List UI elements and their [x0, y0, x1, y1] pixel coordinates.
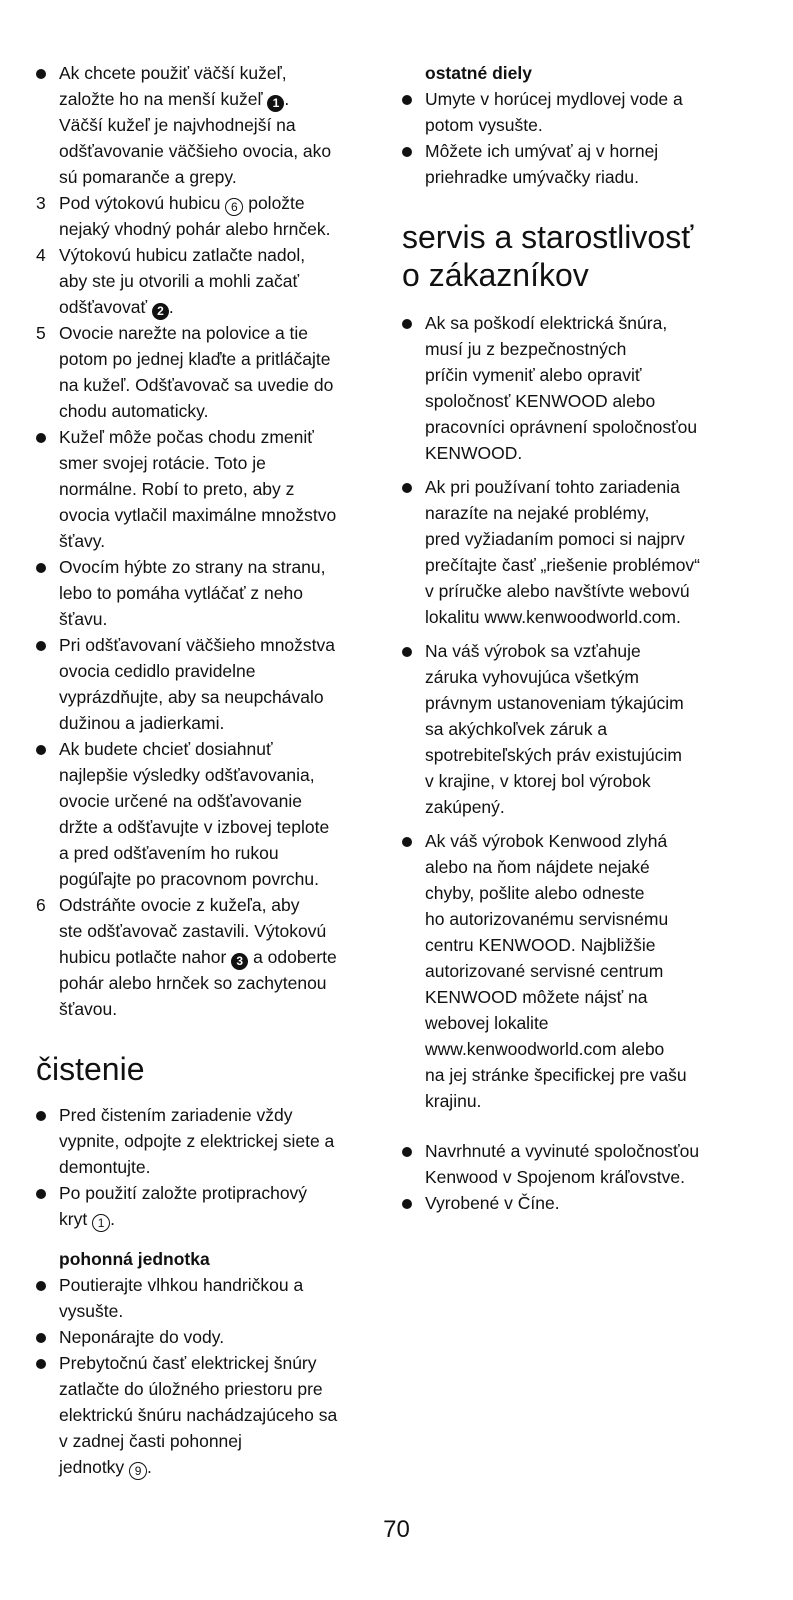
figure-reference-icon: 6	[225, 198, 243, 216]
item-text: Navrhnuté a vyvinuté spoločnosťou Kenwood v Spojenom kráľovstve.	[425, 1141, 700, 1187]
bullet-marker	[402, 828, 412, 854]
step-number: 4	[36, 245, 46, 265]
bullet-marker	[36, 1272, 46, 1298]
item-text-continued: položte nejaký vhodný pohár alebo hrnček.	[59, 193, 331, 239]
list-item	[36, 1272, 381, 1324]
bullet-marker	[402, 310, 412, 336]
item-text: Pred čistením zariadenie vždy vypnite, odpojte z elektrickej siete a demontujte.	[59, 1105, 335, 1177]
bullet-marker	[402, 1138, 412, 1164]
page-number: 70	[383, 1516, 410, 1543]
bullet-icon	[36, 563, 46, 573]
bullet-icon	[402, 95, 412, 105]
bullet-marker	[402, 638, 412, 664]
list-item	[36, 320, 381, 424]
list-item	[402, 1190, 747, 1216]
bullet-icon	[36, 745, 46, 755]
bullet-icon	[36, 433, 46, 443]
item-text: Ak budete chcieť dosiahnuť najlepšie výsledky odšťavovania, ovocie určené na odšťavovanie držte a odšťavujte v izbovej teplote a pred odšťavením ho rukou pogúľajte po pracovnom povrchu.	[59, 739, 330, 889]
item-text: Umyte v horúcej mydlovej vode a potom vysušte.	[425, 89, 683, 135]
item-text-continued: .	[168, 297, 174, 317]
step-number: 3	[36, 193, 46, 213]
bullet-icon	[402, 1199, 412, 1209]
bullet-marker	[36, 1350, 46, 1376]
bullet-icon	[402, 647, 412, 657]
bullet-icon	[36, 1359, 46, 1369]
figure-reference-icon: 9	[129, 1462, 147, 1480]
bullet-marker	[36, 554, 46, 580]
item-text: Ovocím hýbte zo strany na stranu, lebo to pomáha vytláčať z neho šťavu.	[59, 557, 326, 629]
service-heading: servis a starostlivosť o zákazníkov	[402, 219, 694, 293]
bullet-marker	[36, 1102, 46, 1128]
list-item	[36, 60, 381, 190]
item-text: Na váš výrobok sa vzťahuje záruka vyhovujúca všetkým právnym ustanoveniam týkajúcim sa akýchkoľvek záruk a spotrebiteľských práv existujúcim v krajine, v ktorej bol výrobok zakúpený.	[425, 641, 684, 817]
cleaning-heading: čistenie	[36, 1051, 145, 1087]
step-number: 6	[36, 895, 46, 915]
list-item	[36, 554, 381, 632]
list-item	[36, 892, 381, 1022]
bullet-icon	[402, 1147, 412, 1157]
bullet-marker	[36, 632, 46, 658]
step-number: 5	[36, 323, 46, 343]
cleaning-intro-list	[36, 1102, 381, 1232]
list-item	[402, 638, 747, 820]
list-item	[36, 242, 381, 320]
item-text-continued: . Väčší kužeľ je najvhodnejší na odšťavovanie väčšieho ovocia, ako sú pomaranče a grepy.	[59, 89, 332, 187]
instruction-steps	[36, 60, 381, 1022]
list-item	[402, 138, 747, 190]
bullet-marker	[402, 1190, 412, 1216]
bullet-marker	[36, 1180, 46, 1206]
list-item	[402, 474, 747, 630]
bullet-marker	[36, 1324, 46, 1350]
item-text: Odstráňte ovocie z kužeľa, aby ste odšťavovač zastavili. Výtokovú hubicu potlačte nahor	[59, 895, 327, 967]
bullet-marker	[36, 60, 46, 86]
list-item	[36, 190, 381, 242]
item-text: Ak chcete použiť väčší kužeľ, založte ho na menší kužeľ	[59, 63, 287, 109]
bullet-marker	[36, 424, 46, 450]
bullet-marker	[402, 86, 412, 112]
list-item	[36, 424, 381, 554]
list-item	[36, 1350, 381, 1480]
item-text: Poutierajte vlhkou handričkou a vysušte.	[59, 1275, 304, 1321]
figure-reference-icon: 3	[231, 953, 248, 970]
list-item	[402, 1138, 747, 1190]
item-text-continued: .	[147, 1457, 152, 1477]
list-item	[402, 86, 747, 138]
left-column	[36, 60, 381, 1480]
item-text: Pri odšťavovaní väčšieho množstva ovocia cedidlo pravidelne vyprázdňujte, aby sa neupchávalo dužinou a jadierkami.	[59, 635, 336, 733]
item-text-continued: a odoberte pohár alebo hrnček so zachytenou šťavou.	[59, 947, 337, 1019]
other-parts-subheading: ostatné diely	[425, 63, 532, 83]
list-item	[402, 828, 747, 1114]
item-text: Vyrobené v Číne.	[425, 1193, 560, 1213]
list-item	[402, 310, 747, 466]
bullet-icon	[402, 319, 412, 329]
bullet-marker	[36, 736, 46, 762]
right-column	[402, 60, 747, 1216]
item-text: Prebytočnú časť elektrickej šnúry zatlačte do úložného priestoru pre elektrickú šnúru nachádzajúceho sa v zadnej časti pohonnej jednotky	[59, 1353, 338, 1477]
bullet-icon	[402, 483, 412, 493]
list-item	[36, 632, 381, 736]
bullet-marker	[402, 138, 412, 164]
bullet-icon	[36, 69, 46, 79]
bullet-icon	[36, 1111, 46, 1121]
figure-reference-icon: 1	[267, 95, 284, 112]
bullet-icon	[36, 1333, 46, 1343]
item-text: Kužeľ môže počas chodu zmeniť smer svojej rotácie. Toto je normálne. Robí to preto, aby z ovocia vytlačil maximálne množstvo šťavy.	[59, 427, 337, 551]
power-unit-list	[36, 1272, 381, 1480]
item-text: Ak váš výrobok Kenwood zlyhá alebo na ňom nájdete nejaké chyby, pošlite alebo odneste ho autorizovanému servisnému centru KENWOOD. Najbližšie autorizované servisné centrum KENWOOD môžete nájsť na webovej lokalite www.kenwoodworld.com alebo na jej stránke špecifickej pre vašu krajinu.	[425, 831, 687, 1111]
figure-reference-icon: 1	[92, 1214, 110, 1232]
item-text: Môžete ich umývať aj v hornej priehradke umývačky riadu.	[425, 141, 659, 187]
footer-notes-list	[402, 1138, 747, 1216]
list-item	[36, 1180, 381, 1232]
power-unit-subheading: pohonná jednotka	[59, 1249, 210, 1269]
bullet-icon	[36, 1281, 46, 1291]
item-text: Ak sa poškodí elektrická šnúra, musí ju z bezpečnostných príčin vymeniť alebo opraviť spoločnosť KENWOOD alebo pracovníci oprávnení spoločnosťou KENWOOD.	[425, 313, 698, 463]
item-text-continued: .	[110, 1209, 115, 1229]
bullet-icon	[36, 641, 46, 651]
bullet-marker	[402, 474, 412, 500]
bullet-icon	[36, 1189, 46, 1199]
item-text: Neponárajte do vody.	[59, 1327, 225, 1347]
bullet-icon	[402, 147, 412, 157]
service-list	[402, 310, 747, 1114]
list-item	[36, 736, 381, 892]
other-parts-list	[402, 86, 747, 190]
list-item	[36, 1102, 381, 1180]
list-item	[36, 1324, 381, 1350]
item-text: Pod výtokovú hubicu	[59, 193, 226, 213]
item-text: Ak pri používaní tohto zariadenia narazíte na nejaké problémy, pred vyžiadaním pomoci si najprv prečítajte časť „riešenie problémov“ v príručke alebo navštívte webovú lokalitu www.kenwoodworld.com.	[425, 477, 701, 627]
item-text: Výtokovú hubicu zatlačte nadol, aby ste ju otvorili a mohli začať odšťavovať	[59, 245, 306, 317]
item-text: Ovocie narežte na polovice a tie potom po jednej klaďte a pritláčajte na kužeľ. Odšťavovač sa uvedie do chodu automaticky.	[59, 323, 334, 421]
item-text: Po použití založte protiprachový kryt	[59, 1183, 308, 1229]
figure-reference-icon: 2	[152, 303, 169, 320]
bullet-icon	[402, 837, 412, 847]
